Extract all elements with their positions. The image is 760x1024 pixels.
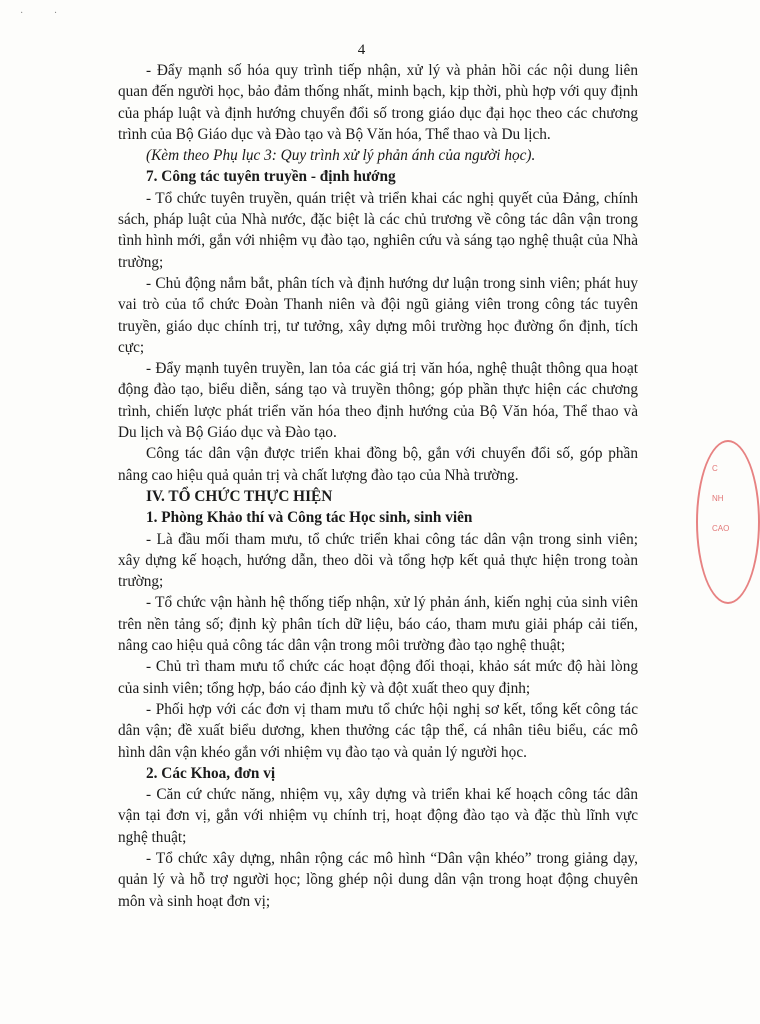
subheading-faculties: 2. Các Khoa, đơn vị <box>146 764 276 782</box>
section-heading-implementation: IV. TỔ CHỨC THỰC HIỆN <box>146 487 333 505</box>
stamp-text-2: NH <box>712 494 724 503</box>
stamp-text-1: C <box>712 464 718 473</box>
document-body <box>118 60 638 912</box>
paragraph-propaganda-1: - Tổ chức tuyên truyền, quán triệt và triển khai các nghị quyết của Đảng, chính sách, pháp luật của Nhà nước, đặc biệt là các chủ trương về công tác dân vận trong tình hình mới, gắn với nhiệm vụ đào tạo, nghiên cứu và sáng tạo nghệ thuật của Nhà trường; <box>118 189 638 271</box>
red-seal-stamp <box>696 440 760 604</box>
page-number: 4 <box>357 42 366 58</box>
paragraph-summary: Công tác dân vận được triển khai đồng bộ, gắn với chuyển đổi số, góp phần nâng cao hiệu quả quản trị và chất lượng đào tạo của Nhà trường. <box>118 445 638 484</box>
section-heading-propaganda: 7. Công tác tuyên truyền - định hướng <box>146 168 396 186</box>
appendix-note: (Kèm theo Phụ lục 3: Quy trình xử lý phản ánh của người học). <box>146 147 536 165</box>
paragraph-faculties-2: - Tổ chức xây dựng, nhân rộng các mô hình “Dân vận khéo” trong giảng dạy, quản lý và hỗ trợ người học; lồng ghép nội dung dân vận trong hoạt động chuyên môn và sinh hoạt đơn vị; <box>118 849 638 910</box>
paragraph-exam-office-2: - Tổ chức vận hành hệ thống tiếp nhận, xử lý phản ánh, kiến nghị của sinh viên trên nền tảng số; định kỳ phân tích dữ liệu, báo cáo, tham mưu giải pháp cải tiến, nâng cao hiệu quả công tác dân vận trong môi trường đào tạo nghệ thuật; <box>118 594 638 655</box>
scan-marks: · · <box>20 8 72 19</box>
paragraph-exam-office-3: - Chủ trì tham mưu tổ chức các hoạt động đối thoại, khảo sát mức độ hài lòng của sinh viên; tổng hợp, báo cáo định kỳ và đột xuất theo quy định; <box>118 658 638 697</box>
stamp-text-3: CAO <box>712 524 730 533</box>
paragraph-exam-office-1: - Là đầu mối tham mưu, tổ chức triển khai công tác dân vận trong sinh viên; xây dựng kế hoạch, hướng dẫn, theo dõi và tổng hợp kết quả thực hiện trong toàn trường; <box>118 530 638 591</box>
paragraph-propaganda-2: - Chủ động nắm bắt, phân tích và định hướng dư luận trong sinh viên; phát huy vai trò của tổ chức Đoàn Thanh niên và đội ngũ giảng viên trong công tác tuyên truyền, giáo dục chính trị, tư tưởng, xây dựng môi trường học đường ổn định, tích cực; <box>118 274 638 356</box>
paragraph-faculties-1: - Căn cứ chức năng, nhiệm vụ, xây dựng và triển khai kế hoạch công tác dân vận tại đơn vị, gắn với nhiệm vụ chính trị, hoạt động đào tạo và đặc thù lĩnh vực nghệ thuật; <box>118 786 638 846</box>
paragraph-exam-office-4: - Phối hợp với các đơn vị tham mưu tổ chức hội nghị sơ kết, tổng kết công tác dân vận; đề xuất biểu dương, khen thưởng các tập thể, cá nhân tiêu biểu, các mô hình dân vận khéo gắn với nhiệm vụ đào tạo và quản lý người học. <box>118 700 638 761</box>
subheading-exam-office: 1. Phòng Khảo thí và Công tác Học sinh, sinh viên <box>146 509 473 527</box>
paragraph-propaganda-3: - Đẩy mạnh tuyên truyền, lan tỏa các giá trị văn hóa, nghệ thuật thông qua hoạt động đào tạo, biểu diễn, sáng tạo và truyền thông; góp phần thực hiện các chương trình, chiến lược phát triển văn hóa theo định hướng của Bộ Văn hóa, Thể thao và Du lịch và Bộ Giáo dục và Đào tạo. <box>118 360 638 442</box>
paragraph-digitization: - Đẩy mạnh số hóa quy trình tiếp nhận, xử lý và phản hồi các nội dung liên quan đến người học, bảo đảm thống nhất, minh bạch, kịp thời, phù hợp với quy định của pháp luật và định hướng chuyển đổi số trong giáo dục đại học theo các chương trình của Bộ Giáo dục và Đào tạo và Bộ Văn hóa, Thể thao và Du lịch. <box>118 62 638 143</box>
